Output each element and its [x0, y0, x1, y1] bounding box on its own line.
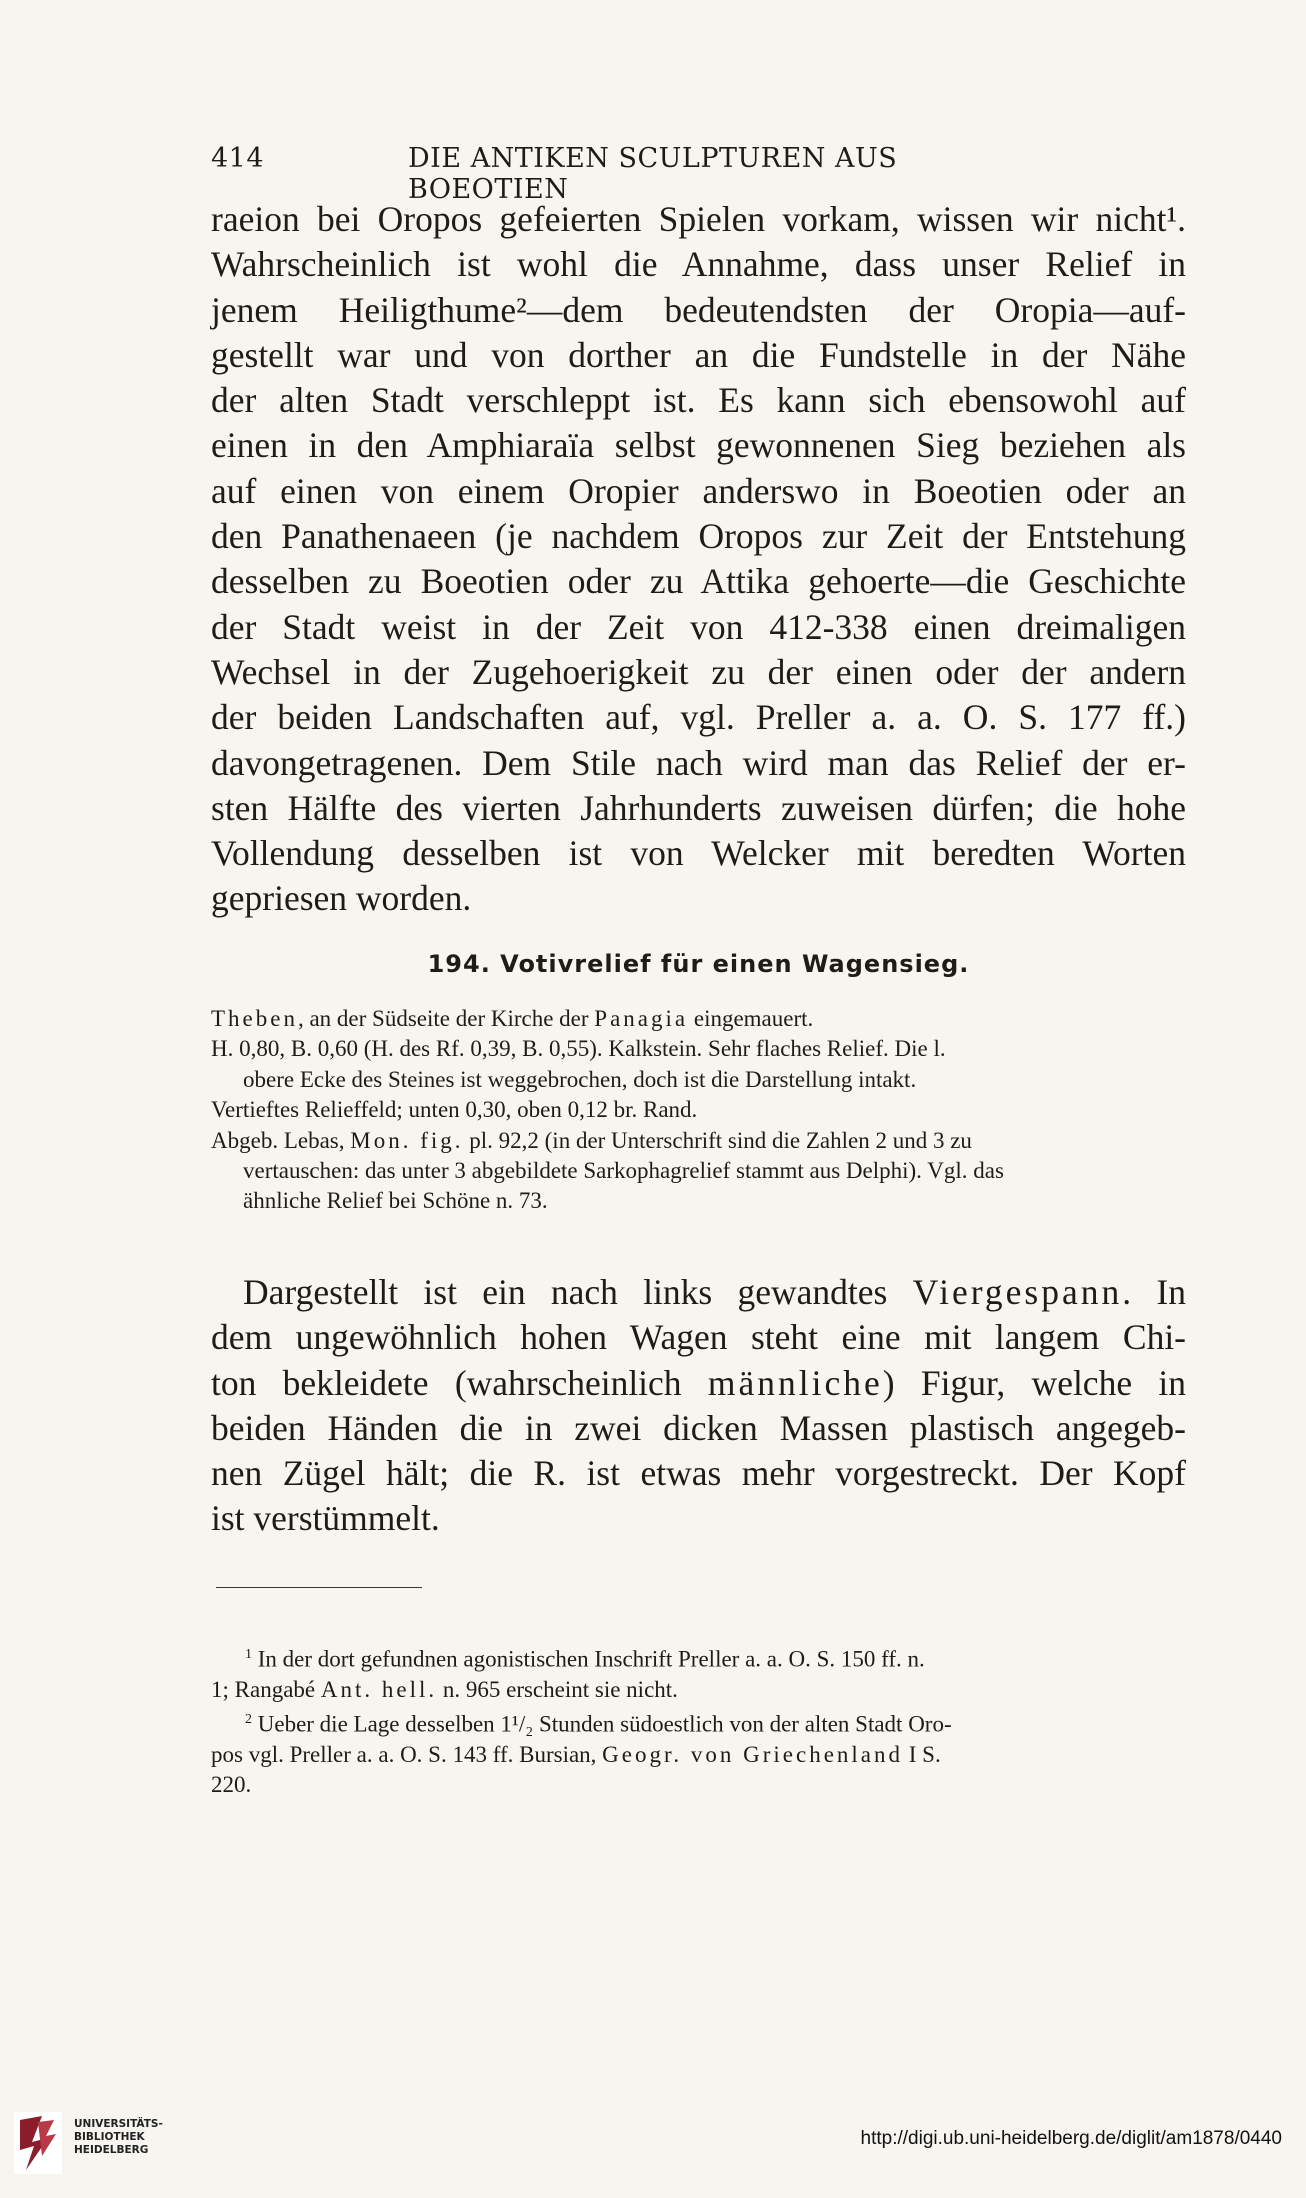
body-line: dem ungewöhnlich hohen Wagen steht eine mit langem Chi-: [211, 1317, 1186, 1358]
location-line: Theben, an der Südseite der Kirche der Panagia eingemauert.: [211, 1006, 814, 1031]
body-line: ist verstümmelt.: [211, 1498, 440, 1539]
body-line: Wechsel in der Zugehoerigkeit zu der einen oder der andern: [211, 651, 1186, 692]
body-line: raeion bei Oropos gefeierten Spielen vorkam, wissen wir nicht¹.: [211, 199, 1186, 239]
bibliography-line: vertauschen: das unter 3 abgebildete Sarkophagrelief stammt aus Delphi). Vgl. das: [243, 1158, 1004, 1184]
library-name: UNIVERSITÄTS- BIBLIOTHEK HEIDELBERG: [74, 2118, 163, 2156]
body-line: desselben zu Boeotien oder zu Attika gehoerte—die Geschichte: [211, 561, 1186, 602]
body-line: der beiden Landschaften auf, vgl. Preller a. a. O. S. 177 ff.): [211, 697, 1186, 738]
catalog-entry: [211, 1004, 1186, 1217]
body-line: der alten Stadt verschleppt ist. Es kann sich ebensowohl auf: [211, 380, 1186, 421]
footnote-1: $^1$ In der dort gefundnen agonistischen Inschrift Preller a. a. O. S. 150 ff. n.: [245, 1646, 925, 1672]
body-line: den Panathenaeen (je nachdem Oropos zur Zeit der Entstehung: [211, 516, 1186, 557]
section-heading: 194. Votivrelief für einen Wagensieg.: [427, 950, 970, 978]
body-line: davongetragenen. Dem Stile nach wird man das Relief der er-: [211, 742, 1186, 783]
library-seal-icon: [14, 2112, 62, 2174]
body-line: jenem Heiligthume²—dem bedeutendsten der Oropia—auf-: [211, 289, 1186, 330]
body-text-continued: [211, 197, 1186, 922]
library-logo: [14, 2112, 214, 2182]
body-line: gepriesen worden.: [211, 878, 472, 919]
footnote-1-cont: 1; Rangabé Ant. hell. n. 965 erscheint sie nicht.: [211, 1676, 678, 1702]
body-line: einen in den Amphiaraïa selbst gewonnenen Sieg beziehen als: [211, 425, 1186, 466]
condition-line: obere Ecke des Steines ist weggebrochen, doch ist die Darstellung intakt.: [243, 1066, 917, 1092]
footnote-2-cont: pos vgl. Preller a. a. O. S. 143 ff. Bursian, Geogr. von Griechenland I S.: [211, 1741, 941, 1767]
page-number: 414: [211, 143, 265, 174]
body-line: Wahrscheinlich ist wohl die Annahme, dass unser Relief in: [211, 244, 1186, 285]
body-line: der Stadt weist in der Zeit von 412-338 einen dreimaligen: [211, 606, 1186, 647]
running-title: DIE ANTIKEN SCULPTUREN AUS BOEOTIEN: [408, 143, 898, 205]
body-line: nen Zügel hält; die R. ist etwas mehr vorgestreckt. Der Kopf: [211, 1453, 1186, 1494]
source-url-link[interactable]: http://digi.ub.uni-heidelberg.de/diglit/am1878/0440: [860, 2128, 1282, 2149]
body-line: Vollendung desselben ist von Welcker mit beredten Worten: [211, 833, 1186, 874]
body-line: auf einen von einem Oropier anderswo in Boeotien oder an: [211, 470, 1186, 511]
footnote-divider: [216, 1587, 422, 1588]
dimensions-line: H. 0,80, B. 0,60 (H. des Rf. 0,39, B. 0,55). Kalkstein. Sehr flaches Relief. Die l.: [211, 1036, 946, 1062]
footnote-2-cont: 220.: [211, 1772, 252, 1798]
body-line: gestellt war und von dorther an die Fundstelle in der Nähe: [211, 334, 1186, 375]
bibliography-line: ähnliche Relief bei Schöne n. 73.: [243, 1188, 548, 1214]
bibliography-line: Abgeb. Lebas, Mon. fig. pl. 92,2 (in der Unterschrift sind die Zahlen 2 und 3 zu: [211, 1127, 972, 1153]
body-line: ton bekleidete (wahrscheinlich männliche) Figur, welche in: [211, 1362, 1186, 1403]
footnote-2: $^2$ Ueber die Lage desselben 1¹/₂ Stunden südoestlich von der alten Stadt Oro-: [245, 1711, 952, 1737]
body-text-description: [211, 1270, 1186, 1542]
body-line: sten Hälfte des vierten Jahrhunderts zuweisen dürfen; die hohe: [211, 787, 1186, 828]
field-line: Vertieftes Relieffeld; unten 0,30, oben 0,12 br. Rand.: [211, 1097, 698, 1123]
footnotes: [211, 1640, 1186, 1800]
body-line: Dargestellt ist ein nach links gewandtes Viergespann. In: [243, 1272, 1186, 1312]
body-line: beiden Händen die in zwei dicken Massen plastisch angegeb-: [211, 1407, 1186, 1448]
